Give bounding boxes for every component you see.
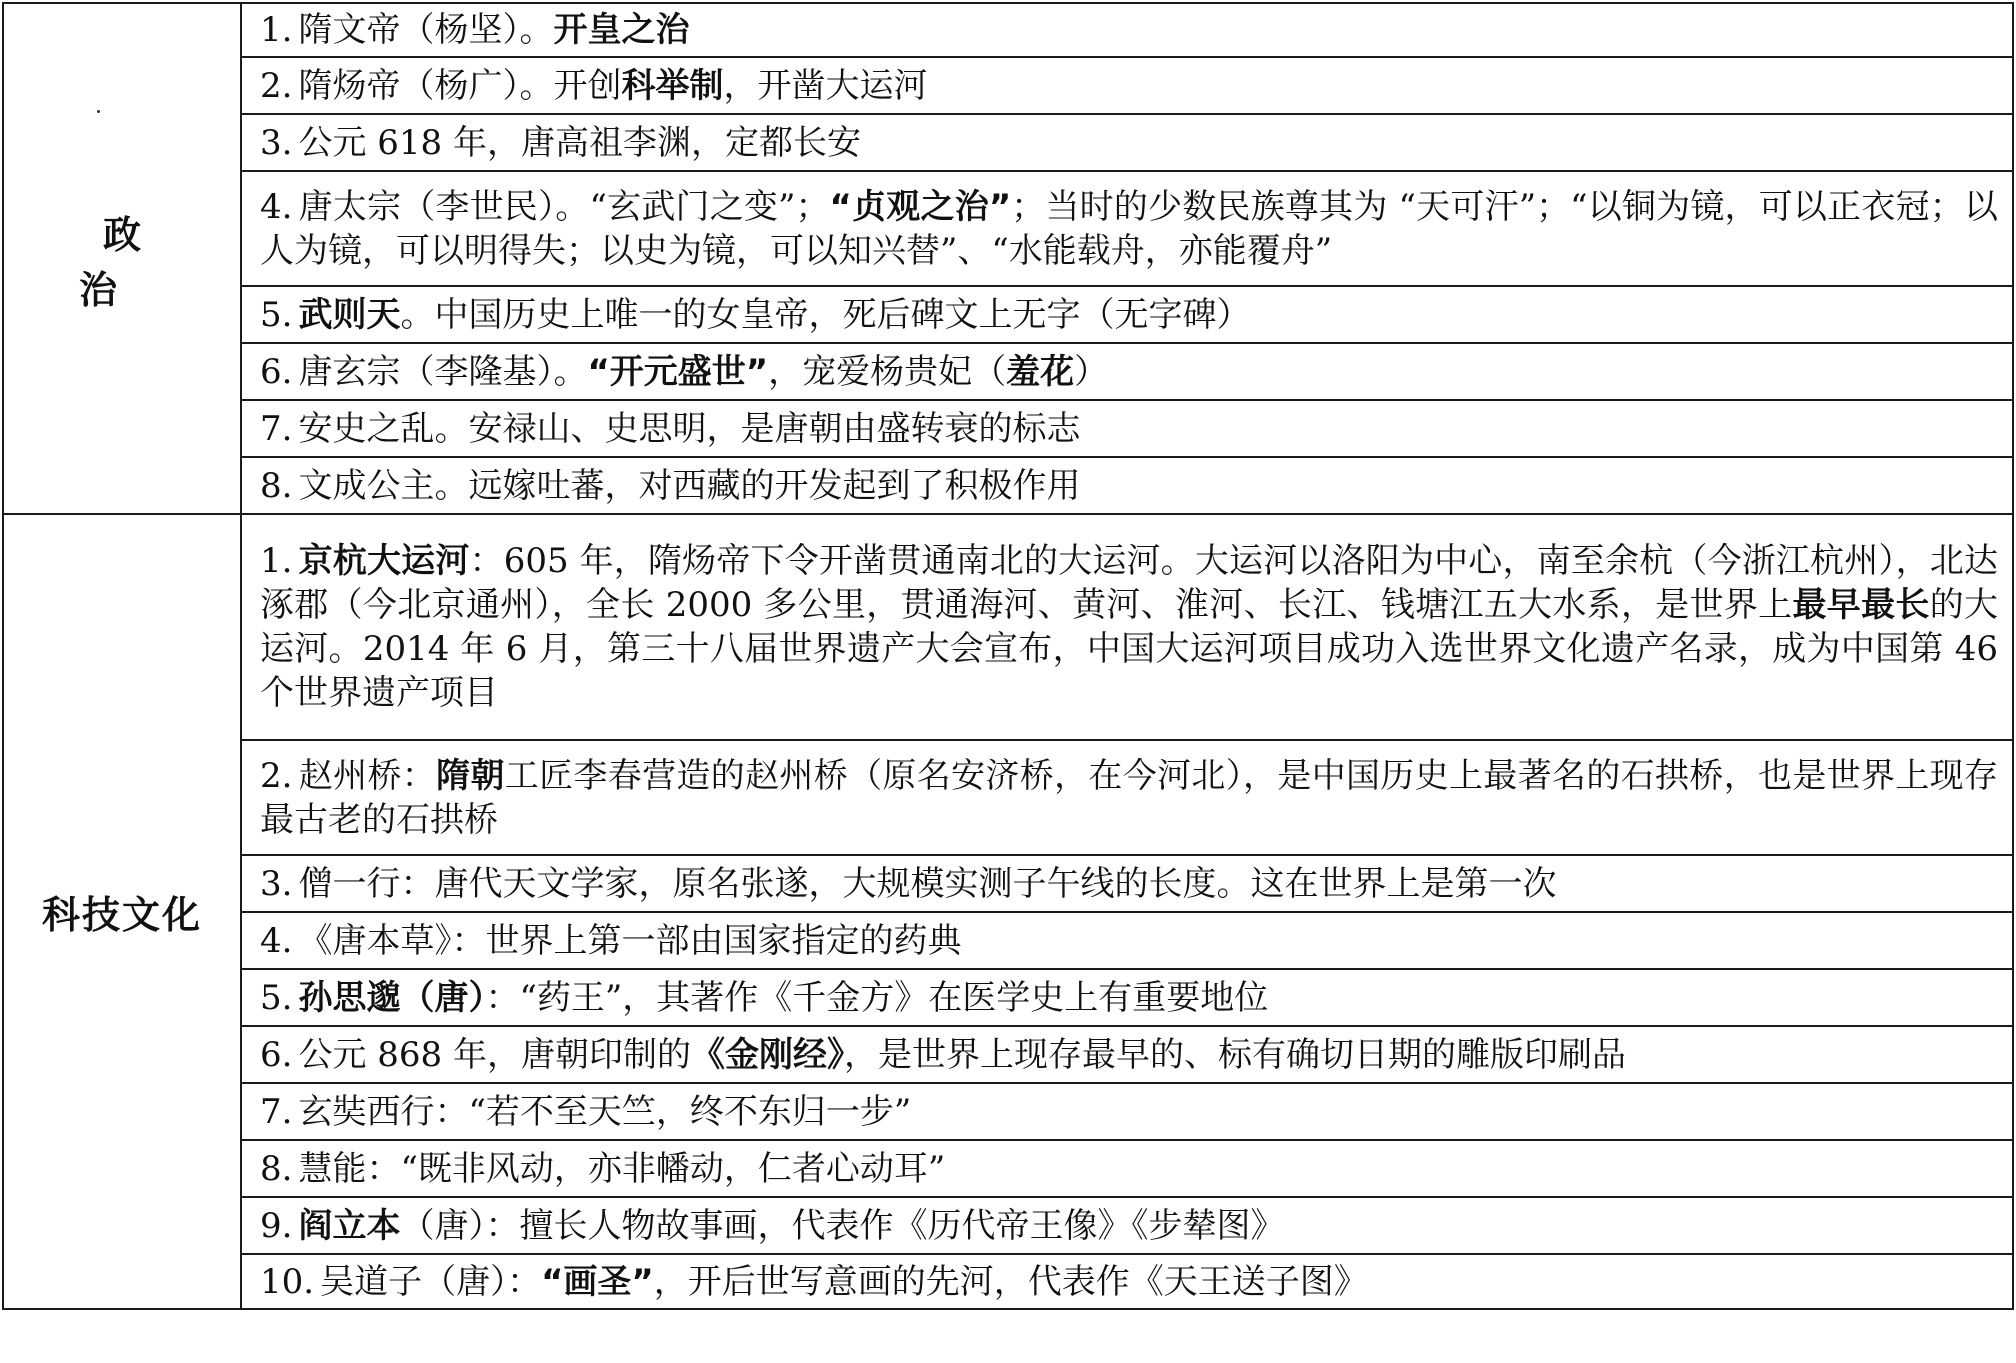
item-number: 4. [260,920,293,961]
item-number: 7. [260,1091,293,1132]
politics-item [241,343,2013,400]
table-row [3,57,2013,114]
item-number: 8. [260,465,293,506]
emphasis-text: 阎立本 [298,1205,401,1246]
item-number: 6. [260,351,293,392]
table-row [3,3,2013,57]
emphasis-text: 开皇之治 [553,10,690,50]
item-text: 《唐本草》：世界上第一部由国家指定的药典 [298,920,962,961]
item-text: 赵州桥： [298,755,437,796]
item-text: ，宠爱杨贵妃（ [768,351,1007,392]
item-text: 吴道子（唐）： [320,1261,542,1302]
table-row [3,912,2013,969]
item-text: ；当时的少数民族尊其为 “天可汗”；“以铜为镜，可以正衣冠；以人为镜，可以明得失；以史为镜，可以知兴替”、“水能载舟，亦能覆舟” [260,186,1999,271]
emphasis-text: “开元盛世” [587,351,769,392]
category-politics [3,3,276,514]
item-text: 隋文帝（杨坚）。 [298,10,554,50]
item-text: （唐）：擅长人物故事画，代表作《历代帝王像》《步辇图》 [400,1205,1285,1246]
item-text: 唐太宗（李世民）。“玄武门之变”； [298,186,830,227]
emphasis-text: 最早最长 [1792,585,1930,625]
item-text: 的大运河。2014 年 6 月，第三十八届世界遗产大会宣布，中国大运河项目成功入选世界文化遗产名录，成为中国第 46 个世界遗产项目 [260,585,1999,713]
emphasis-text: 隋朝 [436,755,505,796]
science-culture-item [241,1083,2013,1140]
table-row [3,969,2013,1026]
table-row [3,343,2013,400]
emphasis-text: 科举制 [621,65,724,106]
item-number: 2. [260,65,293,106]
item-text: 公元 868 年，唐朝印制的 [298,1034,691,1075]
item-text: ：605 年，隋炀帝下令开凿贯通南北的大运河。大运河以洛阳为中心，南至余杭（今浙江杭州），北达涿郡（今北京通州），全长 2000 多公里，贯通海河、黄河、淮河、长江、钱塘江五大水系，是世界上 [260,541,1999,625]
politics-item [241,171,2013,286]
item-text: ，是世界上现存最早的、标有确切日期的雕版印刷品 [843,1034,1626,1075]
category-label: 科技文化 [41,893,202,937]
item-number: 6. [260,1034,293,1075]
science-culture-item [241,740,2013,855]
politics-item [241,114,2013,171]
table-row [3,457,2013,514]
item-number: 9. [260,1205,293,1246]
science-culture-item [241,514,2013,740]
table-row [3,1254,2013,1309]
item-number: 3. [260,863,293,904]
emphasis-text: “画圣” [541,1261,654,1302]
table-row [3,740,2013,855]
item-number: 1. [260,10,293,50]
item-number: 7. [260,408,293,449]
item-number: 3. [260,122,293,163]
politics-item [241,457,2013,514]
item-text: 文成公主。远嫁吐蕃，对西藏的开发起到了积极作用 [298,465,1081,506]
history-notes-table [2,2,2014,1310]
politics-item [241,57,2013,114]
notes-sheet [2,2,2014,1361]
item-number: 10. [260,1261,315,1302]
item-number: 4. [260,186,293,227]
table-row [3,1197,2013,1254]
table-row [3,1083,2013,1140]
table-row [3,114,2013,171]
politics-item [241,286,2013,343]
item-text: 安史之乱。安禄山、史思明，是唐朝由盛转衰的标志 [298,408,1081,449]
item-number: 5. [260,977,293,1018]
science-culture-item [241,855,2013,912]
item-text: ，开后世写意画的先河，代表作《天王送子图》 [653,1261,1368,1302]
table-row [3,400,2013,457]
item-number: 1. [260,541,293,581]
item-number: 2. [260,755,293,796]
table-row [3,171,2013,286]
politics-item [241,3,2013,57]
category-label: 政 治 [78,212,276,312]
item-text: ：“药王”，其著作《千金方》在医学史上有重要地位 [485,977,1269,1018]
science-culture-item [241,1254,2013,1309]
politics-item [241,400,2013,457]
emphasis-text: 《金刚经》 [690,1034,844,1075]
item-number: 5. [260,294,293,335]
item-text: 慧能：“既非风动，亦非幡动，仁者心动耳” [298,1148,946,1189]
emphasis-text: 武则天 [298,294,401,335]
science-culture-item [241,1026,2013,1083]
item-number: 8. [260,1148,293,1189]
item-text: ） [1074,351,1109,392]
science-culture-item [241,969,2013,1026]
emphasis-text: 孙思邈（唐） [298,977,486,1018]
science-culture-item [241,912,2013,969]
item-text: 隋炀帝（杨广）。开创 [298,65,622,106]
science-culture-item [241,1140,2013,1197]
stray-dot [97,110,100,113]
table-row [3,1026,2013,1083]
item-text: 唐玄宗（李隆基）。 [298,351,588,392]
item-text: 。中国历史上唯一的女皇帝，死后碑文上无字（无字碑） [400,294,1251,335]
item-text: 公元 618 年，唐高祖李渊，定都长安 [298,122,861,163]
category-science-culture [3,514,241,1309]
table-row [3,1140,2013,1197]
emphasis-text: “贞观之治” [829,186,1012,227]
table-row [3,514,2013,740]
item-text: 玄奘西行：“若不至天竺，终不东归一步” [298,1091,912,1132]
emphasis-text: 京杭大运河 [298,541,470,581]
science-culture-item [241,1197,2013,1254]
item-text: 工匠李春营造的赵州桥（原名安济桥，在今河北），是中国历史上最著名的石拱桥，也是世界上现存最古老的石拱桥 [260,755,1999,840]
emphasis-text: 羞花 [1006,351,1075,392]
table-row [3,855,2013,912]
item-text: ，开凿大运河 [723,65,928,106]
table-row [3,286,2013,343]
item-text: 僧一行：唐代天文学家，原名张遂，大规模实测子午线的长度。这在世界上是第一次 [298,863,1557,904]
